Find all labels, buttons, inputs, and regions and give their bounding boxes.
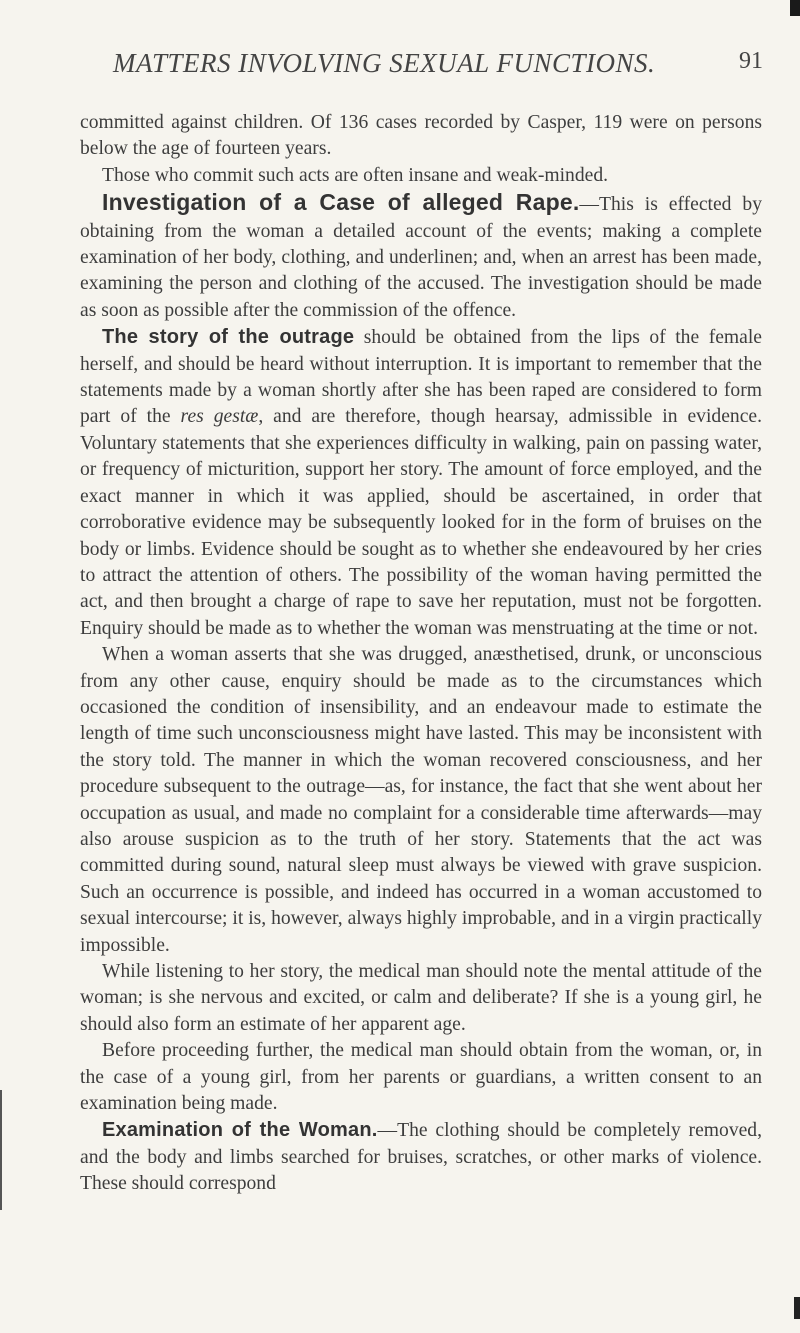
paragraph-3: [80, 189, 762, 324]
section-heading-examination: Examination of the Woman.: [102, 1119, 378, 1142]
paragraph-8-text: —The clothing should be completely removed, and the body and limbs searched for bruises, scratches, or other marks of violence. These should correspond: [80, 1120, 763, 1195]
gutter-line: [0, 1090, 2, 1210]
section-heading-investigation: Investigation of a Case of alleged Rape.: [102, 189, 580, 216]
paragraph-6: While listening to her story, the medical man should note the mental attitude of the woman; is she nervous and excited, or calm and deliberate? If she is a young girl, he should also form an estimate of her apparent age.: [80, 961, 762, 1035]
paragraph-5: When a woman asserts that she was drugged, anæsthetised, drunk, or unconscious from any other cause, enquiry should be made as to the circumstances which occasioned the condition of insensibility, and an endeavour made to estimate the length of time such unconsciousness might have lasted. This may be inconsistent with the story told. The manner in which the woman recovered consciousness, and her procedure subsequent to the outrage—as, for instance, the fact that she went about her occupation as usual, and made no complaint for a considerable time afterwards—may also arouse suspicion as to the truth of her story. Statements that the act was committed during sound, natural sleep must always be viewed with grave suspicion. Such an occurrence is possible, and indeed has occurred in a woman accustomed to sexual intercourse; it is, however, always highly improbable, and in a virgin practically impossible.: [80, 644, 762, 956]
paragraph-7: Before proceeding further, the medical man should obtain from the woman, or, in the case of a young girl, from her parents or guardians, a written consent to an examination being made.: [80, 1040, 762, 1115]
res-gestae-term: res gestæ: [180, 406, 259, 428]
page-header: [113, 48, 763, 82]
paragraph-4-text-b: , and are therefore, though hearsay, admissible in evidence. Voluntary statements that she experiences difficulty in walking, pain on passing water, or frequency of micturition, support her story. The amount of force employed, and the exact manner in which it was applied, should be ascertained, in order that corroborative evidence may be subsequently looked for in the form of bruises on the body or limbs. Evidence should be sought as to whether she endeavoured by her cries to attract the attention of others. The possibility of the woman having permitted the act, and then brought a charge of rape to save her reputation, must not be forgotten. Enquiry should be made as to whether the woman was menstruating at the time or not.: [80, 406, 763, 639]
section-heading-story: The story of the outrage: [102, 326, 355, 349]
paragraph-2: Those who commit such acts are often insane and weak-minded.: [102, 164, 609, 186]
running-title: MATTERS INVOLVING SEXUAL FUNCTIONS.: [113, 48, 656, 78]
paragraph-4-text-a: should be obtained from the lips of the female herself, and should be heard without interruption. It is important to remember that the statements made by a woman shortly after she has been raped are considered to form part of the: [80, 327, 762, 428]
page-edge-mark-bottom: [794, 1297, 800, 1319]
paragraph-8: [80, 1117, 762, 1197]
page-number: 91: [739, 48, 763, 74]
page-edge-mark: [790, 0, 800, 16]
body-text: [80, 110, 762, 1198]
paragraph-1: committed against children. Of 136 cases recorded by Casper, 119 were on persons below the age of fourteen years.: [80, 112, 762, 160]
paragraph-4: [80, 324, 762, 642]
paragraph-3-text: —This is effected by obtaining from the woman a detailed account of the events; making a complete examination of her body, clothing, and underlinen; and, when an arrest has been made, examining the person and clothing of the accused. The investigation should be made as soon as possible after the commission of the offence.: [80, 194, 762, 321]
